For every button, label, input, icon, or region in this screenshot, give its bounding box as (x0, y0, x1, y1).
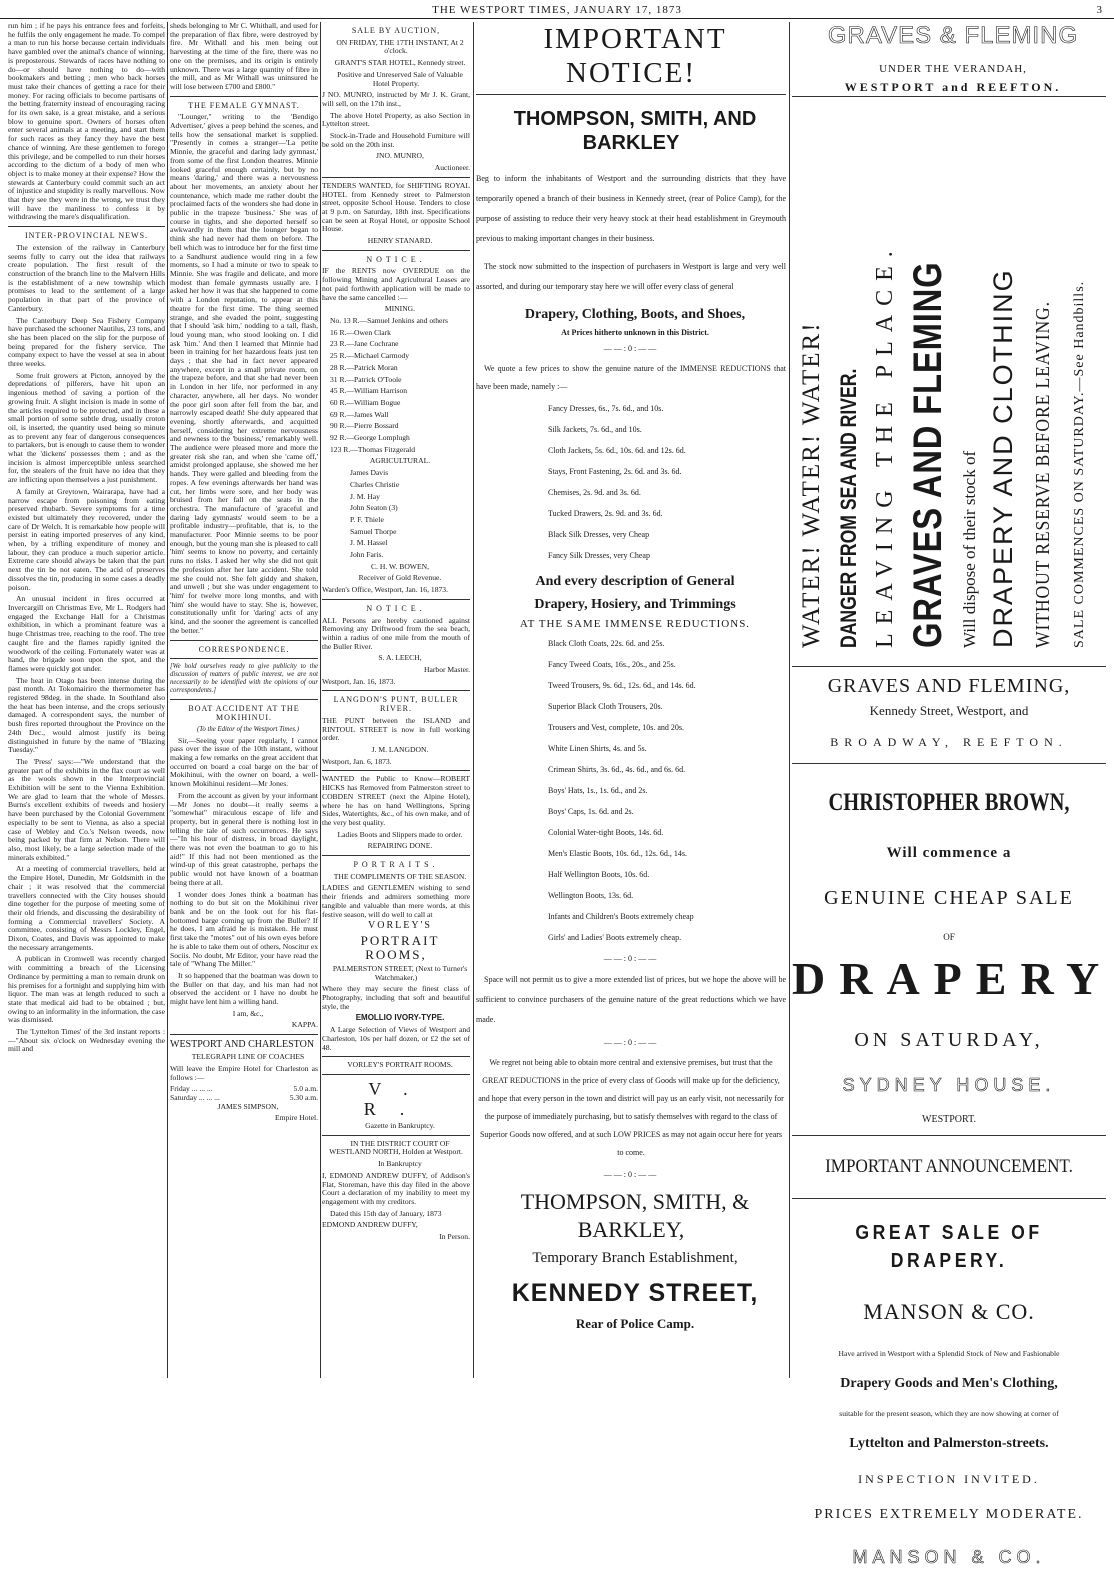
list-item: Boys' Hats, 1s., 1s. 6d., and 2s. (548, 786, 648, 795)
ivory-type: EMOLLIO IVORY-TYPE. (355, 1013, 445, 1023)
ad-paragraph: The stock now submitted to the inspection of purchasers in Westport is large and very well assorted, and during our temporary stay here we will offer every class of general (476, 262, 786, 291)
list-item: John Faris. (350, 550, 384, 560)
column-rule (320, 22, 321, 1378)
auction-venue: GRANT'S STAR HOTEL, Kennedy street. (334, 58, 466, 68)
article-paragraph: It so happened that the boatman was down to the Buller on that day, and his man had not observed the accident or I have no doubt he might have lent him a willing hand. (170, 970, 318, 1007)
divider (322, 1135, 470, 1136)
westport-reefton: WESTPORT and REEFTON. (844, 80, 1062, 94)
bankruptcy-in-person: In Person. (439, 1232, 470, 1242)
article-paragraph: An unusual incident in fires occurred at Invercargill on Christmas Eve, Mr L. Rodgers had engaged the Exchange Hall for a Christmas exhibition, in which a prominant feature was a huge Christmas tree, reaching to the roof. The tree caught fire and the flames rapidly ignited the woodwork of the ceiling. Fortunately water was at hand, the brigade soon upon the spot, and the flames were quickly got under. (8, 594, 165, 673)
coach-ad-name: JAMES SIMPSON, (217, 1101, 279, 1111)
editor-note: [We hold ourselves ready to give publicity to the discussion of matters of public interest, we are not necessarily to be identified with the opinions of our correspondents.] (170, 663, 318, 695)
letter-signature: KAPPA. (291, 1020, 318, 1030)
article-paragraph: Some fruit growers at Picton, annoyed by the depredations of pilferers, have hit upon an ingenious method of saving a portion of the growing fruit. A slight incision is made in some of the articles required to be protected, and in these a small portion of some subtle drug, usually croton oil, is inserted, the quantity used being so minute as to prevent any fear of dangerous consequences to partakers, but is enough to cause them to wonder what the 'dickens' possesses them ; and as the incision is almost imperceptible unless searched for, the stealers of the fruit have no idea that they are inflicting upon themselves a just punishment. (8, 370, 165, 485)
notice-signature: S. A. LEECH, (378, 653, 422, 663)
list-item: Black Cloth Coats, 22s. 6d. and 25s. (548, 639, 665, 648)
auction-paragraph: The above Hotel Property, as also Section in Lyttelton street. (322, 110, 470, 129)
portraits-subheading: THE COMPLIMENTS OF THE SEASON. (333, 871, 467, 881)
kennedy-street: KENNEDY STREET, (511, 1279, 759, 1307)
portraits-paragraph: A Large Selection of Views of Westport and Charleston, 10s per half dozen, or £2 the set of 48. (322, 1025, 470, 1052)
list-item: 25 R.—Michael Carmody (330, 351, 410, 361)
under-verandah: UNDER THE VERANDAH, (879, 63, 1027, 75)
article-paragraph: From the account as given by your informant—Mr Jones no doubt—it really seems a "somewhat" miraculous escape of life and property, but in general there is nothing lost in telling the tale of such occurrences. He says—"In his hour of distress, in broad daylight, there was not even the boatman to go to his aid!" If this had not been mentioned as the wind-up of this great catastrophe, perhaps the public would not have known of a boatman being there at all. (170, 790, 318, 887)
section-heading: INTER-PROVINCIAL NEWS. (24, 231, 149, 241)
westport-label: WESTPORT. (922, 1114, 976, 1125)
divider (322, 177, 470, 178)
article-paragraph: The 'Lyttelton Times' of the 3rd instant reports :—"About six o'clock on Wednesday evening the mill and (8, 1027, 165, 1054)
divider (322, 599, 470, 600)
notice-signature-title: Receiver of Gold Revenue. (358, 573, 442, 583)
agricultural-heading: AGRICULTURAL. (369, 456, 431, 466)
sale-commences: SALE COMMENCES ON SATURDAY.—See Handbills. (1072, 280, 1087, 648)
graves-fleming-title: GRAVES & FLEMING (827, 22, 1079, 49)
inspection-invited: INSPECTION INVITED. (858, 1472, 1040, 1486)
article-paragraph: I wonder does Jones think a boatman has nothing to do but sit on the Mokihinui river bank and be on the look out for his flat-bottomed barge coming up from the Buller? If he does, I am afraid he is mistaken. He must first take the "motes" out of his own eyes before he is able to take them out of others, Noscitur ex Sociis. No doubt, Mr Editor, your have read the tale of "Whang The Miller." (170, 889, 318, 969)
list-item: Fancy Tweed Coats, 16s., 20s., and 25s. (548, 660, 676, 669)
list-item: Fancy Silk Dresses, very Cheap (548, 551, 650, 560)
divider (322, 250, 470, 251)
divider (322, 770, 470, 771)
price-list-1 (476, 404, 786, 561)
will-commence: Will commence a (886, 845, 1012, 861)
divider (792, 1135, 1106, 1136)
divider (792, 666, 1106, 667)
list-item: Chemises, 2s. 9d. and 3s. 6d. (548, 488, 641, 497)
list-item: John Seaton (3) (350, 503, 398, 513)
coach-ad-title: WESTPORT AND CHARLESTON (170, 1039, 315, 1051)
list-item: 16 R.—Owen Clark (330, 327, 391, 337)
same-reductions: AT THE SAME IMMENSE REDUCTIONS. (519, 618, 751, 630)
list-item: 69 R.—James Wall (330, 409, 389, 419)
sydney-house: SYDNEY HOUSE. (842, 1075, 1056, 1095)
agricultural-list (322, 469, 470, 560)
ad-paragraph: Beg to inform the inhabitants of Westport and the surrounding districts that they have temporarily opened a branch of their business in Kennedy street, (rear of Police Camp), for the purpose of assisting to reduce their very heavy stock at their head establishment in Greymouth previous to making important changes in their business. (476, 174, 786, 243)
notice-date: Westport, Jan. 16, 1873. (322, 676, 396, 686)
notice-paragraph: IF the RENTS now OVERDUE on the following Mining and Agricultural Leases are not paid forthwith application will be made to have the same cancelled :— (322, 266, 470, 302)
list-item: 60 R.—William Bogue (330, 397, 401, 407)
list-item: 92 R.—George Lomplugh (330, 433, 410, 443)
kennedy-westport: Kennedy Street, Westport, and (869, 703, 1029, 718)
list-item: P. F. Thiele (350, 514, 384, 524)
article-paragraph: The heat in Otago has been intense during the past month. At Tokomairiro the thermometer has registered 98deg. in the shade. In Southland also the heat has been intense, and the crops seriously damaged. A correspondent says, the number of bush fires reported throughout the Province on the 24th Dec., would almost justify its being distinguished in future by the name of "Blazing Tuesday." (8, 675, 165, 755)
article-paragraph: run him ; if he pays his entrance fees and forfeits, he fulfils the only engagement he made. To compel a man to run his horse because certain individuals have gambled over the animal's chance of winning, is preposterous. Stewards of races have nothing to do—or should have nothing to do—with bookmakers and betting ; men who back horses must take their chances of getting a race for their money. For racing officials to become partisans of the betting fraternity instead of encouraging racing for its own sake, is a great mistake, and a serious blow to genuine sport. Owners of horses often enter several animals at a meeting, and start them for such races as they fancy they have the best chance of winning. Are these gentlemen to forego this privilege, and be compelled to run their horses according to the dictum of a body of men who object is to make money at their expense? How the stewards at Canterbury could commit such an act of injustice and stupidity is really marvellous. Now that they see they were in the wrong, we trust they will have the manliness to confess it by withdrawing the mare's disqualification. (8, 22, 165, 222)
list-item: Boys' Caps, 1s. 6d. and 2s. (548, 807, 634, 816)
have-arrived: Have arrived in Westport with a Splendid Stock of New and Fashionable (838, 1349, 1060, 1358)
mining-heading: MINING. (384, 304, 416, 314)
list-item: 23 R.—Jane Cochrane (330, 339, 399, 349)
list-item: Trousers and Vest, complete, 10s. and 20s. (548, 723, 684, 732)
bankruptcy-date: Dated this 15th day of January, 1873 (330, 1208, 442, 1218)
ornament: ——:0:—— (603, 954, 659, 963)
firm-name-closing: THOMPSON, SMITH, & BARKLEY, (520, 1189, 750, 1242)
divider (322, 1074, 470, 1075)
masthead-title: THE WESTPORT TIMES, JANUARY 17, 1873 (432, 4, 682, 16)
article-paragraph: A publican in Cromwell was recently charged with committing a breach of the Licensing Ordinance by permitting a man to remain drunk on his premises for a fortnight and supplying him with liquor. The man was at length reduced to such a state that medical aid had to be obtained ; but, owing to an informality in the information, the case was dismissed. (8, 954, 165, 1025)
important-announcement: IMPORTANT ANNOUNCEMENT. (825, 1156, 1073, 1177)
column-3 (322, 22, 470, 1378)
punt-heading: LANGDON'S PUNT, BULLER RIVER. (333, 695, 459, 714)
vorley-name: VORLEY'S (368, 920, 432, 932)
portraits-paragraph: LADIES and GENTLEMEN wishing to send their friends and admirers something more tangible and valuable than mere words, at this festive season, will do well to call at (322, 883, 470, 919)
mining-list (322, 317, 470, 454)
list-item: Infants and Children's Boots extremely cheap (548, 912, 694, 921)
list-item: 45 R.—William Harrison (330, 386, 408, 396)
list-item: Colonial Water-tight Boots, 14s. 6d. (548, 828, 664, 837)
list-item: J. M. Hassel (350, 538, 388, 548)
divider (476, 94, 786, 95)
notice-paragraph: ALL Persons are hereby cautioned against Removing any Driftwood from the sea beach, within a radius of one mile from the mouth of the Buller River. (322, 615, 470, 651)
article-paragraph: A family at Greytown, Wairarapa, have had a narrow escape from poisoning from eating preserved rhubarb. Severe symptoms for a time existed but ultimately they recovered, under the care of Dr Welch. It is remarkable how people will persist in eating imported preserves of any kind, when, by a trifling expenditure of money and labour, they can produce a much superior article. Extreme care should always be taken that the part next the tin be not eaten. The acid of preserves dissolves the tin, producing in some cases a deadly poison. (8, 486, 165, 592)
divider (322, 855, 470, 856)
article-paragraph: The Canterbury Deep Sea Fishery Company have purchased the schooner Nautilus, 23 tons, and she has been placed on the slip for the purpose of being prepared for the fishery service. The company expect to have the vessel at sea in about three weeks. (8, 315, 165, 369)
drapery-line: Drapery, Clothing, Boots, and Shoes, (524, 307, 746, 322)
vorley-address: PALMERSTON STREET, (Next to Turner's Watchmaker,) (332, 963, 468, 982)
auction-desc: Positive and Unreserved Sale of Valuable Hotel Property. (337, 69, 463, 88)
gazette-heading: Gazette in Bankruptcy. (365, 1120, 435, 1130)
danger-line: DANGER FROM SEA AND RIVER. (836, 368, 861, 648)
graves-fleming-vertical: GRAVES AND FLEMING (906, 261, 950, 648)
prices-line: At Prices hitherto unknown in this District. (561, 328, 709, 337)
manson-co-closing: MANSON & CO. (852, 1547, 1046, 1567)
lyttelton-palmerston: Lyttelton and Palmerston-streets. (849, 1436, 1049, 1451)
ornament: ——:0:—— (603, 344, 659, 353)
ad-paragraph: We regret not being able to obtain more central and extensive premises, but trust that the GREAT REDUCTIONS in the price of every class of Goods will make up for the deficiency, and hope that every person in the town and district will pay us an early visit, not necessarily for the purpose of immediately purchasing, but to satisfy themselves with regard to the class of Superior Goods now offered, and at such LOW PRICES as may not again occur here for years to come. (478, 1058, 784, 1157)
notice-heading: NOTICE. (366, 254, 426, 264)
list-item: No. 13 R.—Samuel Jenkins and others (330, 315, 448, 325)
column-1 (8, 22, 165, 1378)
great-sale: GREAT SALE OF DRAPERY. (855, 1222, 1043, 1272)
coach-ad-subtitle: TELEGRAPH LINE OF COACHES (191, 1052, 305, 1062)
hicks-paragraph: WANTED the Public to Know—ROBERT HICKS has Removed from Palmerston street to COBDEN STREET (next the Alpine Hotel), where he has on hand Wellingtons, Spring Sides, Watertights, &c., of his own make, and of the very best quality. (322, 774, 470, 827)
coach-ad-body: Will leave the Empire Hotel for Charleston as follows :— (170, 1063, 318, 1082)
notice-heading: NOTICE. (366, 603, 426, 613)
hosiery-line: Drapery, Hosiery, and Trimmings (534, 597, 736, 612)
list-item: Superior Black Cloth Trousers, 20s. (548, 702, 663, 711)
hicks-note: Ladies Boots and Slippers made to order. (337, 829, 463, 839)
auction-signature: JNO. MUNRO, (376, 151, 424, 161)
bankruptcy-signature: EDMOND ANDREW DUFFY, (322, 1220, 418, 1230)
list-item: James Davis (350, 468, 389, 478)
rear-police-camp: Rear of Police Camp. (575, 1316, 695, 1331)
list-item: Charles Christie (350, 479, 400, 489)
portraits-footer: VORLEY'S PORTRAIT ROOMS. (347, 1060, 453, 1070)
list-item: White Linen Shirts, 4s. and 5s. (548, 744, 647, 753)
list-item: Crimean Shirts, 3s. 6d., 4s. 6d., and 6s. 6d. (548, 765, 686, 774)
prices-moderate: PRICES EXTREMELY MODERATE. (814, 1507, 1084, 1522)
firm-name: THOMPSON, SMITH, AND BARKLEY (513, 108, 757, 154)
list-item: Tucked Drawers, 2s. 9d. and 3s. 6d. (548, 509, 663, 518)
divider (322, 1056, 470, 1057)
vertical-ad-band (792, 136, 1106, 656)
graves-fleming-address-title: GRAVES AND FLEMING, (827, 675, 1071, 697)
without-reserve: WITHOUT RESERVE BEFORE LEAVING. (1032, 301, 1054, 648)
temporary-branch: Temporary Branch Establishment, (532, 1250, 738, 1266)
list-item: Tweed Trousers, 9s. 6d., 12s. 6d., and 14s. 6d. (548, 681, 696, 690)
on-saturday: ON SATURDAY, (854, 1029, 1044, 1051)
dispose-line: Will dispose of their stock of (960, 450, 979, 648)
portraits-paragraph: Where they may secure the finest class of Photography, including that soft and beautiful style, the (322, 984, 470, 1011)
bankruptcy-paragraph: I, EDMOND ANDREW DUFFY, of Addison's Flat, Storeman, have this day filed in the above Court a declaration of my inability to meet my engagement with my creditors. (322, 1170, 470, 1206)
column-rule (789, 22, 790, 1378)
list-item: Men's Elastic Boots, 10s. 6d., 12s. 6d., 14s. (548, 849, 687, 858)
article-paragraph: At a meeting of commercial travellers, held at the Empire Hotel, Dunedin, Mr Goldsmith in the chair ; it was resolved that the commercial travellers connected with the City houses should dine together for the purpose of meeting some of their old friends, and discussing the desirability of forming a Commercial travellers' Society. A committee, consisting of Messrs Lockley, Engel, Dixon, Coates, and Davis was appointed to make the necessary arrangements. (8, 864, 165, 952)
vr-mark: V. R. (363, 1078, 432, 1119)
auction-date: ON FRIDAY, THE 17TH INSTANT, At 2 o'clock. (336, 37, 464, 56)
divider (8, 226, 165, 227)
tenders-paragraph: TENDERS WANTED, for SHIFTING ROYAL HOTEL from Kennedy street to Palmerston street, opposite School House. Tenders to close at 9 p.m. on Saturday, 18th inst. Specifications can be seen at Royal Hotel, or opposite School House. (322, 180, 470, 234)
water-warning: WATER! WATER! WATER! (798, 321, 825, 648)
auction-title: Auctioneer. (434, 163, 470, 173)
of-line: OF (943, 932, 955, 942)
article-paragraph: The extension of the railway in Canterbury seems fully to carry out the idea that railways create population. The first result of the construction of the branch line to the Malvern Hills is the establishment of a new township which promises to lead to the settlement of a large population in that part of the province of Canterbury. (8, 242, 165, 313)
article-paragraph: sheds belonging to Mr C. Whithall, and used for the preparation of flax fibre, were destroyed by fire. Mr Withall and his men being out harvesting at the time of the fire, there was no one on the premises, and its origin is entirely unknown. There was a large quantity of fibre in the mill, and as Mr Withall was uninsured he will lose between £700 and £800." (170, 22, 318, 91)
notice-signature: C. H. W. BOWEN, (370, 561, 429, 571)
coach-ad-place: Empire Hotel. (274, 1113, 318, 1123)
divider (170, 96, 318, 97)
suitable-line: suitable for the present season, which they are now showing at corner of (839, 1409, 1059, 1418)
list-item: 123 R.—Thomas Fitzgerald (330, 444, 415, 454)
section-heading: BOAT ACCIDENT AT THE MOKIHINUI. (188, 704, 300, 722)
section-heading: THE FEMALE GYMNAST. (188, 100, 300, 110)
broadway-reefton: BROADWAY, REEFTON. (830, 735, 1068, 749)
divider (170, 1034, 318, 1035)
punt-signature: J. M. LANGDON. (371, 745, 429, 754)
article-paragraph: Sir,—Seeing your paper regularly, I cannot pass over the issue of the 10th instant, without making a few remarks on the great accident that occurred on board a coal barge on the bar of Mokihinui, with the owner on board, a well-known Mokihinui resident—Mr Jones. (170, 735, 318, 789)
column-rule (167, 22, 168, 1378)
notice-signature-title: Harbor Master. (424, 665, 470, 675)
drapery-goods: Drapery Goods and Men's Clothing, (840, 1376, 1058, 1391)
punt-date: Westport, Jan. 6, 1873. (322, 756, 392, 766)
drapery-big: DRAPERY (792, 953, 1114, 1004)
timetable-time: 5.0 a.m. (293, 1084, 318, 1094)
court-heading: IN THE DISTRICT COURT OF WESTLAND NORTH, Holden at Westport. (329, 1138, 463, 1157)
important-notice-title: IMPORTANT NOTICE! (543, 23, 727, 89)
divider (170, 699, 318, 700)
page-number: 3 (1096, 4, 1102, 16)
divider (792, 763, 1106, 764)
notice-date: Warden's Office, Westport, Jan. 16, 1873. (322, 585, 448, 595)
ad-paragraph: Space will not permit us to give a more extended list of prices, but we hope the above will be sufficient to convince purchasers of the genuine nature of the great reductions which we have made. (476, 975, 786, 1024)
list-item: Black Silk Dresses, very Cheap (548, 530, 650, 539)
column-2 (170, 22, 318, 1378)
list-item: Half Wellington Boots, 10s. 6d. (548, 870, 650, 879)
tenders-signature: HENRY STANARD. (367, 236, 433, 246)
list-item: Fancy Dresses, 6s., 7s. 6d., and 10s. (548, 404, 664, 413)
section-heading: CORRESPONDENCE. (198, 644, 290, 654)
list-item: 31 R.—Patrick O'Toole (330, 374, 402, 384)
column-4-advertisement (476, 22, 786, 1378)
column-rule (473, 22, 474, 1378)
hicks-repairing: REPAIRING DONE. (367, 841, 433, 851)
list-item: Stays, Front Fastening, 2s. 6d. and 3s. 6d. (548, 467, 682, 476)
divider (322, 690, 470, 691)
leaving-line: LEAVING THE PLACE. (872, 242, 898, 648)
list-item: J. M. Hay (350, 491, 380, 501)
list-item: 28 R.—Patrick Moran (330, 362, 398, 372)
list-item: Silk Jackets, 7s. 6d., and 10s. (548, 425, 642, 434)
divider (170, 640, 318, 641)
christopher-brown: CHRISTOPHER BROWN, (828, 789, 1070, 816)
divider (170, 658, 318, 659)
manson-co: MANSON & CO. (863, 1299, 1035, 1324)
letter-signoff: I am, &c., (232, 1008, 264, 1018)
letter-address: (To the Editor of the Westport Times.) (196, 725, 300, 733)
timetable-day: Saturday ... ... ... (170, 1092, 220, 1102)
article-paragraph: The 'Press' says:—"We understand that the greater part of the exhibits in the flax court as well as the wools shown in the Interprovincial Exhibition will be sent to the Vienna Exhibition. We are glad to learn that the whole of Messrs. Burns's excellent exhibits of tweeds and hosiery have been purchased by the Colonial Government especially to be sent to Vienna, as also a special case of Webley and Co.'s Nelson tweeds, now being packed by that firm at Nelson. There will also, most likely, be a large selection made of the minerals exhibited." (8, 756, 165, 862)
auction-paragraph: J NO. MUNRO, instructed by Mr J. K. Grant, will sell, on the 17th inst., (322, 90, 470, 108)
list-item: Wellington Boots, 13s. 6d. (548, 891, 634, 900)
article-paragraph: "Lounger," writing to the 'Bendigo Advertiser,' gives a peep behind the scenes, and tells how the sensational market is supplied. "Presently in comes a stranger—'La petite Minnie, the graceful and daring lady gymnast,' from some of the first London theatres. Minnie looked graceful enough certainly, but by no means 'daring,' and there was a nervousness about her movements, an anxiety about her countenance, which made me rather doubt the proclaimed facts of the wonders she had done in public in the trapeze 'business.' She was of course in tights, and she deported herself so awkwardly in them that the lounger began to think she had never had them on before. The bell which was to introduce her for the first time to a Sandhurst audience would ring in a few moments, so I had a minute or two to speak to Minnie. She was fragile and delicate, and more modest than female gymnasts usually are. I asked her how it was that she happened to come with a London reputation, to appear at this theatre for the first time. The thing seemed strange, and she evaded the point, suggesting that I should 'ask him,' nodding to a tall, flash, loud young man, who stood looking on. I did ask 'him.' And then I learned that Minnie had been in training for her hazardous feats just ten days ; that she had in fact never appeared anywhere, except in a small private room, on the trapeze before, and that she had never been in London in her life, nor performed in any character, anywhere, all her days. No wonder the poor girl soon after fell from the bar, and narrowly escaped death! She duly appeared that evening, shortly afterwards, and acquitted herself, considering her extreme nervousness and newness to the 'business,' remarkably well. The audience were pleased more and more the greater risk she ran, and when she 'came off,' amidst prolonged applause, she showed me her hands. They were galled and bleeding from the ropes. A few evenings afterwards her hand was cut, her limbs were sore, and her body was bruised from her fall on the seats in the orchestra. The manufacture of 'graceful and daring lady gymnasts' would seem to be a profitable industry—profitable, that is, to the manufacturer. Poor Minnie seems to be poor enough, but the young man she is pleased to call 'him' seems to know no poverty, and certainly runs no risks. I asked her why she did not quit the profession after her late accident. She told me she could not. She felt giddy and shaken, and unwell ; but she was under engagement to 'him' for twelve more long months, and with 'him' she would have to stay. She is, however, constitutionally unfit for 'daring' acts of any kind, and the sooner the agreement is cancelled the better." (170, 112, 318, 635)
auction-paragraph: Stock-in-Trade and Household Furniture will be sold on the 20th inst. (322, 131, 470, 149)
portrait-rooms: PORTRAIT ROOMS, (360, 932, 440, 962)
list-item: Cloth Jackets, 5s. 6d., 10s. 6d. and 12s. 6d. (548, 446, 686, 455)
list-item: Girls' and Ladies' Boots extremely cheap. (548, 933, 682, 942)
every-description: And every description of General (535, 574, 735, 589)
portraits-heading: PORTRAITS. (353, 860, 439, 870)
genuine-cheap-sale: GENUINE CHEAP SALE (824, 887, 1074, 909)
list-item: Samuel Thorpe (350, 526, 397, 536)
list-item: 90 R.—Pierre Bossard (330, 421, 399, 431)
divider (792, 1198, 1106, 1199)
drapery-clothing-vertical: DRAPERY AND CLOTHING (988, 268, 1018, 648)
timetable-time: 5.30 a.m. (289, 1092, 318, 1102)
ornament: ——:0:—— (603, 1170, 659, 1179)
lower-column-5 (792, 662, 1114, 1587)
divider (792, 96, 1106, 97)
newspaper-header (0, 0, 1114, 19)
price-list-2 (476, 639, 786, 943)
punt-paragraph: THE PUNT between the ISLAND and RINTOUL STREET is now in full working order. (322, 715, 470, 743)
timetable-day: Friday ... ... ... (170, 1084, 213, 1094)
ornament: ——:0:—— (603, 1038, 659, 1047)
auction-heading: SALE BY AUCTION, (351, 26, 441, 35)
bankruptcy-label: In Bankruptcy (378, 1159, 422, 1169)
ad-paragraph: We quote a few prices to show the genuine nature of the IMMENSE REDUCTIONS that have been made, namely :— (476, 364, 786, 391)
